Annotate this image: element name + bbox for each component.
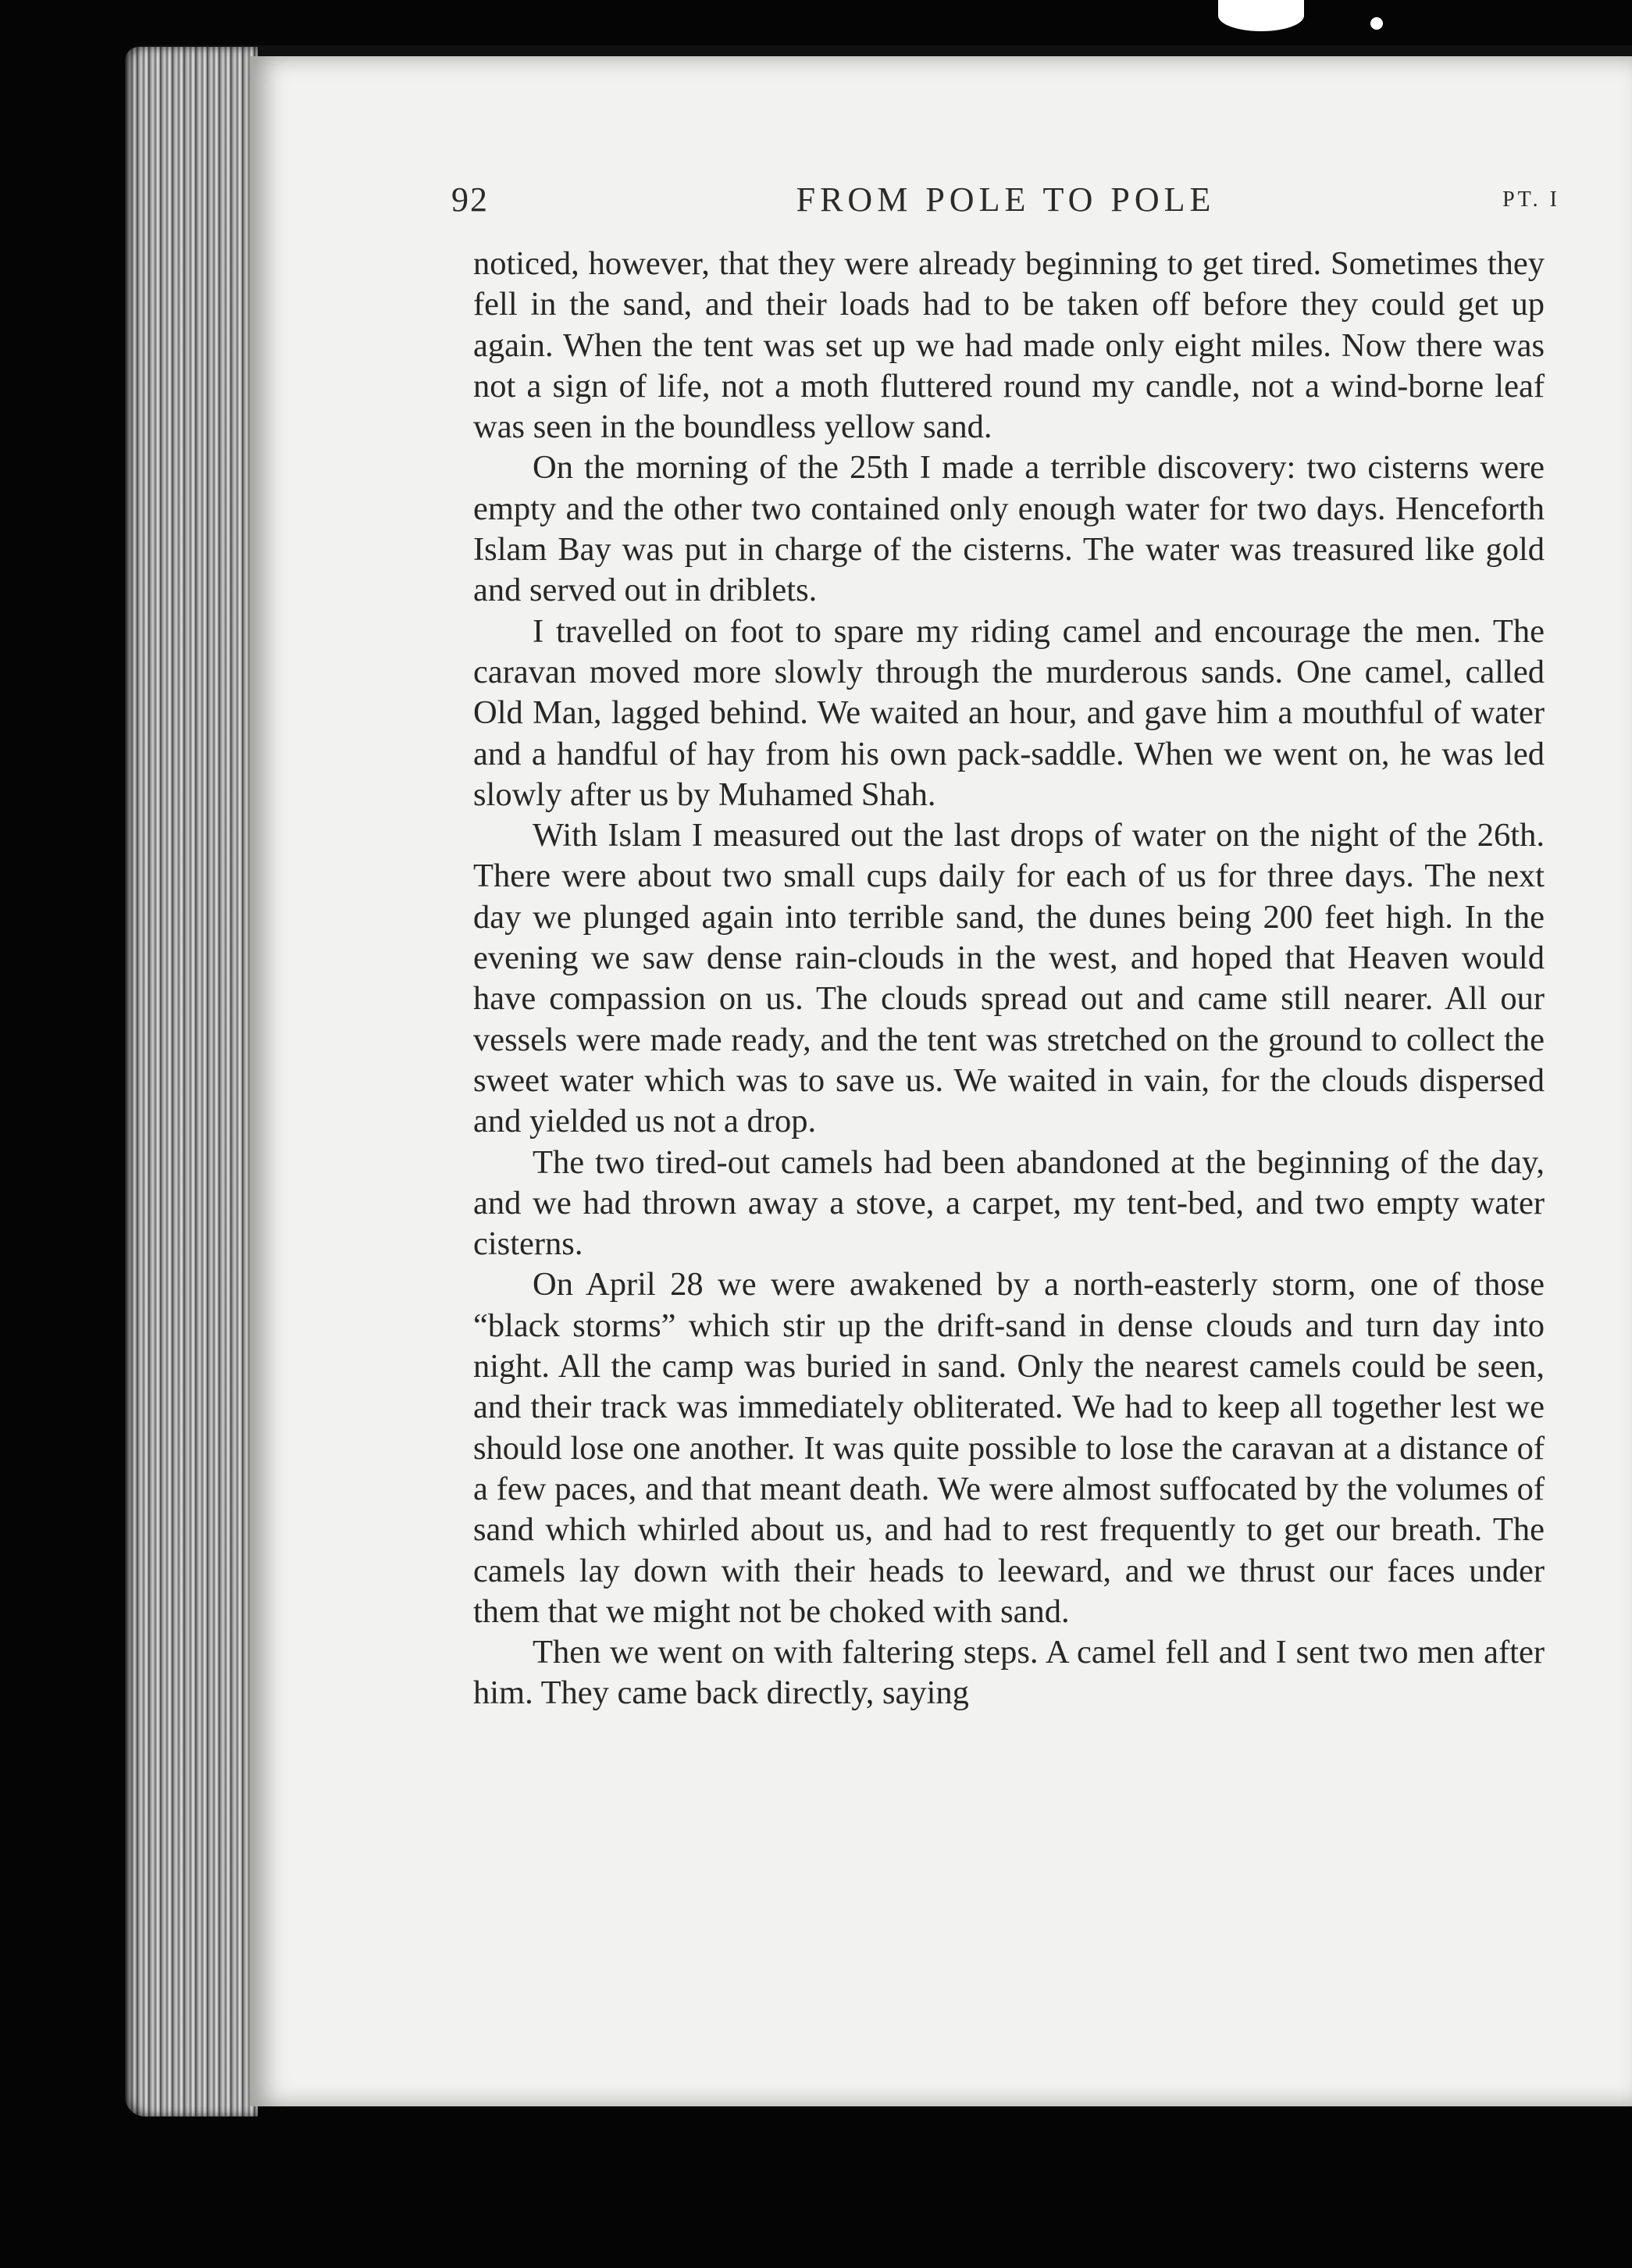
body-text bbox=[473, 244, 1545, 1714]
paragraph: On April 28 we were awakened by a north-easterly storm, one of those “black storms” which stir up the drift-sand in dense clouds and turn day into night. All the camp was buried in sand. Only the nearest camels could be seen, and their track was immediately obliterated. We had to keep all together lest we should lose one another. It was quite possible to lose the caravan at a distance of a few paces, and that meant death. We were almost suffocated by the volumes of sand which whirled about us, and had to rest frequently to get our breath. The camels lay down with their heads to leeward, and we thrust our faces under them that we might not be choked with sand. bbox=[473, 1266, 1545, 1630]
paragraph: The two tired-out camels had been abandoned at the beginning of the day, and we had thrown away a stove, a carpet, my tent-bed, and two empty water cisterns. bbox=[473, 1143, 1545, 1263]
paragraph: Then we went on with faltering steps. A camel fell and I sent two men after him. They came back directly, saying bbox=[473, 1634, 1545, 1712]
running-title: FROM POLE TO POLE bbox=[796, 180, 1216, 219]
paragraph: I travelled on foot to spare my riding camel and encourage the men. The caravan moved more slowly through the murderous sands. One camel, called Old Man, lagged behind. We waited an hour, and gave him a mouthful of water and a handful of hay from his own pack-saddle. When we went on, he was led slowly after us by Muhamed Shah. bbox=[473, 612, 1545, 813]
film-speck bbox=[1370, 17, 1383, 30]
film-speck bbox=[1218, 0, 1304, 31]
paragraph: With Islam I measured out the last drops of water on the night of the 26th. There were about two small cups daily for each of us for three days. The next day we plunged again into terrible sand, the dunes being 200 feet high. In the evening we saw dense rain-clouds in the west, and hoped that Heaven would have compassion on us. The clouds spread out and came still nearer. All our vessels were made ready, and the tent was stretched on the ground to collect the sweet water which was to save us. We waited in vain, for the clouds dispersed and yielded us not a drop. bbox=[473, 817, 1545, 1140]
part-label: PT. I bbox=[1502, 187, 1560, 212]
paragraph: On the morning of the 25th I made a terrible discovery: two cisterns were empty and the other two contained only enough water for two days. Henceforth Islam Bay was put in charge of the cisterns. The water was treasured like gold and served out in driblets. bbox=[473, 449, 1545, 609]
paragraph: noticed, however, that they were already beginning to get tired. Sometimes they fell in the sand, and their loads had to be taken off before they could get up again. When the tent was set up we had made only eight miles. Now there was not a sign of life, not a moth fluttered round my candle, not a wind-borne leaf was seen in the boundless yellow sand. bbox=[473, 245, 1545, 446]
page-number: 92 bbox=[451, 180, 489, 219]
page-header bbox=[451, 180, 1560, 226]
page-edges bbox=[125, 47, 258, 2116]
